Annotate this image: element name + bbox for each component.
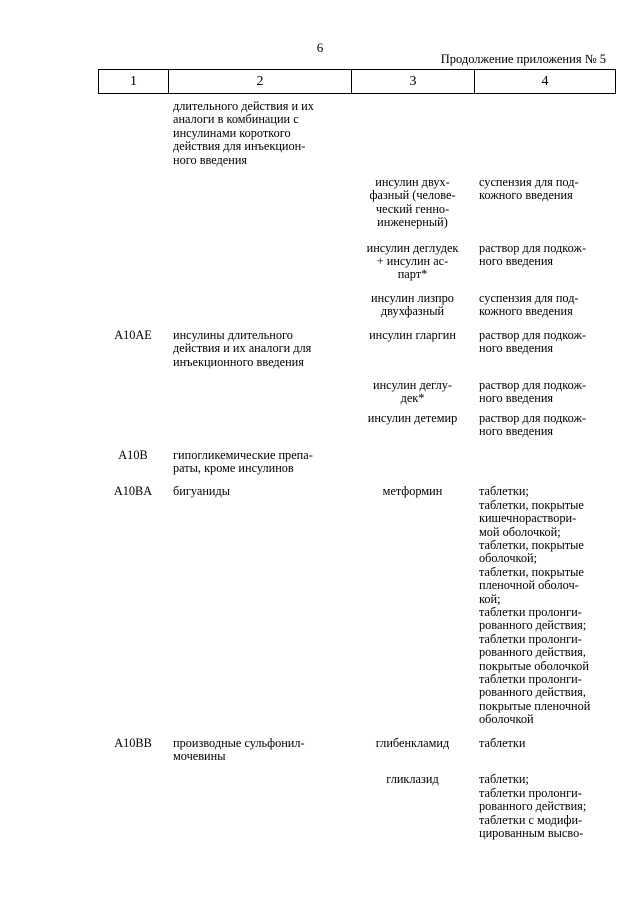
drug-name: инсулин деглудек + инсулин ас- парт* [366,240,459,282]
table-row [98,379,616,406]
atc-code: A10BB [114,735,152,750]
drug-name: гликлазид [386,772,439,787]
group-name: длительного действия и их аналоги в комбинации с инсулинами короткого действия для инъекцион- ного введения [173,99,314,167]
atc-code [98,176,168,230]
table-row [98,773,616,840]
table-body [98,96,616,841]
atc-code [98,773,168,840]
column-header-table [98,69,616,94]
group-name: гипогликемические препа- раты, кроме инсулинов [173,447,313,475]
dosage-form: суспензия для под- кожного введения [479,290,579,319]
drug-name: инсулин лизпро двухфазный [371,290,454,319]
atc-code: A10B [118,447,148,462]
table-row [98,737,616,764]
table-row [98,449,616,476]
atc-code [98,100,168,167]
drug-name: метформин [382,484,443,499]
drug-name: инсулин детемир [367,410,458,425]
atc-code: A10BA [113,484,153,499]
atc-code [98,292,168,319]
drug-name: инсулин деглу- дек* [373,377,452,406]
dosage-form [474,449,616,476]
dosage-form: таблетки [479,735,526,750]
table-row [98,329,616,369]
header-col-1: 1 [99,70,169,94]
group-name: инсулины длительного действия и их аналоги для инъекционного введения [173,327,312,369]
group-name [168,379,351,406]
drug-name: инсулин гларгин [369,327,456,342]
dosage-form: раствор для подкож- ного введения [479,240,587,269]
dosage-form: таблетки; таблетки, покрытые кишечнораствори- мой оболочкой; таблетки, покрытые оболочкой; таблетки, покрытые пленочной оболоч- кой; таблетки пролонги- рованного действия; таблетки пролонги- рованного действия, покрытые оболочкой таблетки пролонги- рованного действия, покрытые пленочной оболочкой [479,484,591,727]
atc-code [98,242,168,282]
group-name [168,412,351,439]
atc-code [98,379,168,406]
drug-name [351,100,474,167]
dosage-form [474,100,616,167]
dosage-form: таблетки; таблетки пролонги- рованного действия; таблетки с модифи- цированным высво- [479,772,587,841]
table-row [98,100,616,167]
table-row [98,292,616,319]
drug-name [351,449,474,476]
atc-code [98,412,168,439]
group-name: бигуаниды [173,484,231,499]
group-name [168,242,351,282]
header-col-2: 2 [169,70,352,94]
table-row [98,242,616,282]
dosage-form: раствор для подкож- ного введения [479,410,587,439]
group-name [168,292,351,319]
group-name: производные сульфонил- мочевины [173,735,305,764]
header-row [99,70,616,94]
drug-name: инсулин двух- фазный (челове- ческий генно- инженерный) [369,175,456,230]
dosage-form: раствор для подкож- ного введения [479,327,587,356]
group-name [168,176,351,230]
atc-code: A10AE [114,327,152,342]
table-row [98,176,616,230]
drug-name: глибенкламид [375,735,450,750]
page-number: 6 [316,40,324,55]
dosage-form: раствор для подкож- ного введения [479,377,587,406]
header-col-3: 3 [352,70,475,94]
table-row [98,412,616,439]
header-col-4: 4 [475,70,616,94]
dosage-form: суспензия для под- кожного введения [479,175,579,203]
group-name [168,773,351,840]
table-row [98,485,616,726]
appendix-continuation: Продолжение приложения № 5 [440,52,606,66]
